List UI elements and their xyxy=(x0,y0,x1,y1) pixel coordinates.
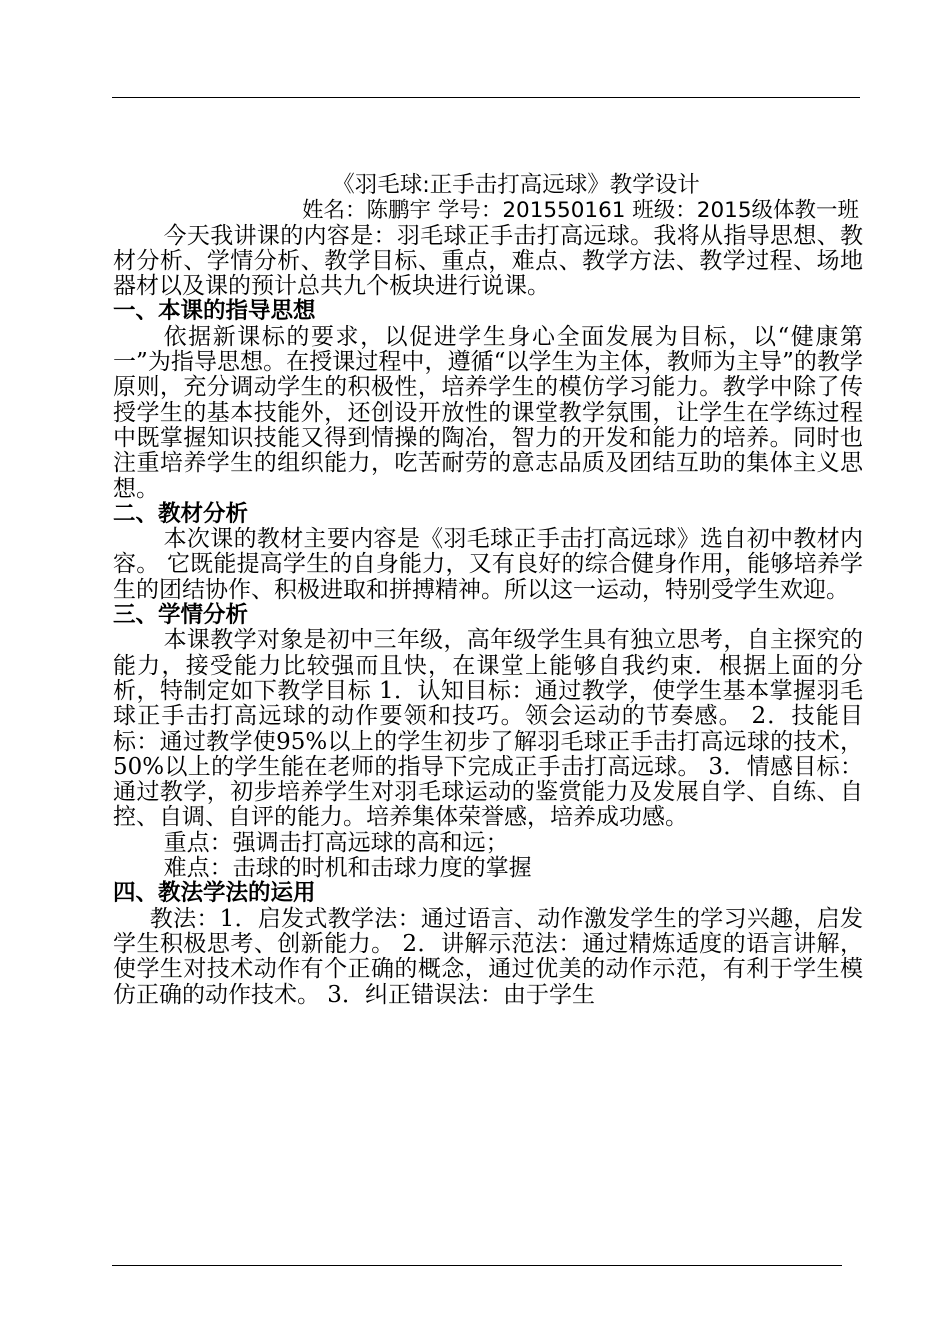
footer-rule xyxy=(112,1265,842,1266)
section-heading-guiding-thought: 一、本课的指导思想 xyxy=(113,298,316,325)
header-rule xyxy=(112,97,860,98)
section-body-guiding-thought: 依据新课标的要求，以促进学生身心全面发展为目标，以“健康第一”为指导思想。在授课过程中，遵循“以学生为主体，教师为主导”的教学原则，充分调动学生的积极性，培养学生的模仿学习能力。教学中除了传授学生的基本技能外，还创设开放性的课堂教学氛围，让学生在学练过程中既掌握知识技能又得到情操的陶冶，智力的开发和能力的培养。同时也注重培养学生的组织能力，吃苦耐劳的意志品质及团结互助的集体主义思想。 xyxy=(113,323,863,502)
intro-paragraph: 今天我讲课的内容是：羽毛球正手击打高远球。我将从指导思想、教材分析、学情分析、教学目标、重点，难点、教学方法、教学过程、场地器材以及课的预计总共九个板块进行说课。 xyxy=(113,222,863,300)
section-heading-material-analysis: 二、教材分析 xyxy=(113,500,249,527)
section-heading-teaching-methods: 四、教法学法的运用 xyxy=(113,880,316,907)
section-body-teaching-methods: 教法：1．启发式教学法：通过语言、动作激发学生的学习兴趣，启发学生积极思考、创新能力。 2．讲解示范法：通过精炼适度的语言讲解，使学生对技术动作有个正确的概念，通过优美的动作示范，有利于学生模仿正确的动作技术。 3．纠正错误法：由于学生 xyxy=(113,905,863,1008)
difficulty-line: 难点：击球的时机和击球力度的掌握 xyxy=(163,855,532,882)
document-title: 《羽毛球:正手击打高远球》教学设计 xyxy=(332,172,700,198)
key-point-line: 重点：强调击打高远球的高和远； xyxy=(163,829,509,856)
section-heading-student-analysis: 三、学情分析 xyxy=(113,602,249,629)
document-body xyxy=(113,173,863,1008)
section-body-student-analysis: 本课教学对象是初中三年级，高年级学生具有独立思考，自主探究的能力，接受能力比较强而且快，在课堂上能够自我约束．根据上面的分析，特制定如下教学目标 1．认知目标：通过教学，使学生基本掌握羽毛球正手击打高远球的动作要领和技巧。领会运动的节奏感。 2．技能目标：通过教学使95%以上的学生初步了解羽毛球正手击打高远球的技术，50%以上的学生能在老师的指导下完成正手击打高远球。 3．情感目标：通过教学，初步培养学生对羽毛球运动的鉴赏能力及发展自学、自练、自控、自调、自评的能力。培养集体荣誉感，培养成功感。 xyxy=(113,627,863,831)
section-body-material-analysis: 本次课的教材主要内容是《羽毛球正手击打高远球》选自初中教材内容。 它既能提高学生的自身能力，又有良好的综合健身作用，能够培养学生的团结协作、积极进取和拼搏精神。所以这一运动，特别受学生欢迎。 xyxy=(113,526,863,603)
author-line: 姓名：陈鹏宇 学号：201550161 班级：2015级体教一班 xyxy=(302,198,859,224)
